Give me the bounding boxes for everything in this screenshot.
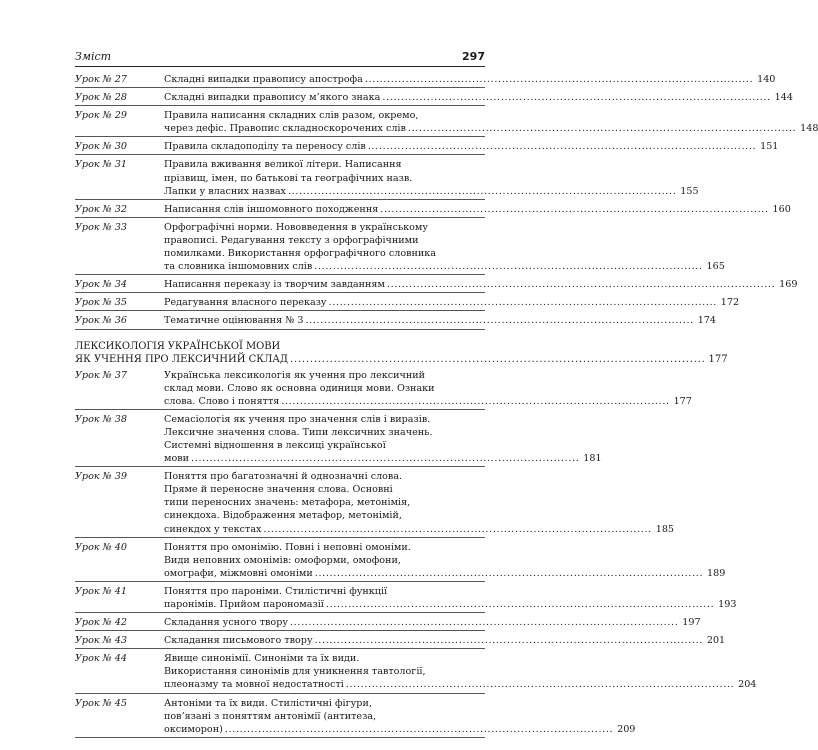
entry-separator [75, 737, 485, 738]
entry-body [164, 652, 756, 691]
entry-title-line: Написання переказу із творчим завданням [164, 279, 385, 291]
entry-title-line: Правила вживання великої літери. Написання [164, 159, 402, 171]
entry-separator [75, 105, 485, 106]
entry-title-line: Використання синонімів для уникнення тавтології, [164, 666, 426, 678]
entry-title-line: слова. Слово і поняття [164, 395, 280, 407]
entry-title-line: Орфографічні норми. Нововведення в українському [164, 221, 429, 233]
leader-dots [408, 122, 795, 135]
entry-last-line [164, 616, 701, 629]
lesson-number: Урок № 45 [75, 697, 127, 709]
entry-last-line [164, 723, 635, 736]
toc-entry [75, 109, 818, 135]
entry-title-line: Складні випадки правопису м’якого знака [164, 92, 381, 104]
entry-title-line: Лапки у власних назвах [164, 185, 286, 197]
entry-separator [75, 466, 485, 467]
lesson-number: Урок № 31 [75, 159, 127, 171]
entry-last-line [164, 395, 692, 408]
entry-body [164, 278, 797, 291]
entry-title-line: Поняття про омонімію. Повні і неповні омоніми. [164, 541, 411, 553]
lesson-number: Урок № 33 [75, 221, 127, 233]
entry-last-line [164, 91, 793, 104]
entry-page-number: 177 [673, 395, 692, 407]
entry-body [164, 369, 692, 408]
toc-entry [75, 73, 776, 86]
lesson-number: Урок № 27 [75, 74, 127, 85]
entry-page-number: 165 [706, 261, 725, 273]
toc-page [75, 50, 818, 735]
section-page: 177 [708, 353, 728, 365]
lesson-number: Урок № 39 [75, 471, 127, 483]
entry-page-number: 151 [760, 141, 779, 153]
running-title: Зміст [75, 50, 112, 63]
entry-separator [75, 693, 485, 694]
entry-body [164, 634, 725, 647]
lesson-number: Урок № 36 [75, 315, 127, 327]
leader-dots [380, 203, 767, 216]
entry-title-line: Пряме й переносне значення слова. Основні [164, 484, 393, 496]
entry-title-line: паронімів. Прийом парономазії [164, 599, 324, 610]
entry-page-number: 185 [655, 523, 675, 535]
entry-last-line [164, 185, 699, 198]
entry-title-line: помилками. Використання орфографічного словника [164, 248, 437, 260]
entry-separator [75, 310, 485, 311]
entry-last-line [164, 260, 725, 273]
section-heading [75, 340, 728, 366]
leader-dots [225, 723, 612, 736]
lesson-number: Урок № 29 [75, 110, 127, 122]
entry-body [164, 697, 635, 736]
entry-body [164, 585, 736, 611]
leader-dots [288, 185, 675, 198]
entry-page-number: 172 [720, 297, 740, 309]
entry-title-line: Семасіологія як учення про значення слів і виразів. [164, 413, 431, 425]
lesson-number: Урок № 40 [75, 541, 127, 553]
entry-last-line [164, 598, 736, 611]
entry-page-number: 160 [772, 203, 791, 215]
page-header [75, 50, 485, 67]
section-line: ЛЕКСИКОЛОГІЯ УКРАЇНСЬКОЇ МОВИ [75, 340, 281, 352]
entry-last-line [164, 314, 716, 327]
entry-last-line [164, 452, 602, 465]
lesson-number: Урок № 34 [75, 279, 127, 291]
toc-entry [75, 158, 699, 197]
toc-entry [75, 697, 636, 736]
entry-body [164, 140, 778, 153]
toc-entry [75, 278, 798, 291]
leader-dots [346, 678, 733, 691]
entry-separator [75, 199, 485, 200]
leader-dots [387, 278, 774, 291]
entry-separator [75, 87, 485, 88]
entry-last-line [164, 678, 756, 691]
toc-entry [75, 652, 757, 691]
entry-separator [75, 274, 485, 275]
leader-dots [305, 314, 692, 327]
entry-title-line: синекдох у текстах [164, 523, 262, 535]
entry-separator [75, 154, 485, 155]
entry-body [164, 221, 725, 273]
entry-page-number: 181 [583, 453, 602, 465]
entry-separator [75, 581, 485, 582]
entry-separator [75, 648, 485, 649]
entry-body [164, 413, 602, 465]
entry-separator [75, 217, 485, 218]
entry-body [164, 91, 793, 104]
lesson-number: Урок № 35 [75, 297, 127, 309]
entry-separator [75, 537, 485, 538]
entry-separator [75, 329, 485, 330]
entry-title-line: плеоназму та мовної недостатності [164, 679, 344, 691]
entry-title-line: Тематичне оцінювання № 3 [164, 315, 304, 327]
toc-entry [75, 203, 791, 216]
leader-dots [382, 91, 769, 104]
entry-title-line: Правила складоподілу та переносу слів [164, 141, 366, 153]
entry-page-number: 140 [757, 74, 776, 85]
leader-dots [281, 395, 668, 408]
entry-last-line [164, 567, 725, 580]
section-last-line [75, 353, 728, 366]
leader-dots [191, 452, 578, 465]
toc-entry [75, 541, 726, 580]
toc-entry [75, 296, 740, 309]
entry-page-number: 169 [779, 279, 798, 291]
lesson-number: Урок № 32 [75, 203, 127, 215]
leader-dots [329, 296, 716, 309]
entry-body [164, 203, 791, 216]
toc-entry [75, 616, 701, 629]
toc-entry [75, 413, 602, 465]
table-of-contents [75, 73, 818, 741]
entry-last-line [164, 296, 739, 309]
entry-title-line: через дефіс. Правопис складноскорочених слів [164, 123, 406, 135]
entry-separator [75, 612, 485, 613]
entry-title-line: типи переносних значень: метафора, метонімія, [164, 497, 411, 509]
toc-list-top [75, 73, 818, 330]
entry-last-line [164, 122, 818, 135]
entry-title-line: Поняття про багатозначні й однозначні слова. [164, 471, 403, 483]
lesson-number: Урок № 42 [75, 617, 127, 629]
entry-title-line: синекдоха. Відображення метафор, метонімій, [164, 510, 402, 522]
entry-last-line [164, 278, 797, 291]
lesson-number: Урок № 41 [75, 585, 127, 597]
leader-dots [314, 260, 701, 273]
toc-entry [75, 369, 692, 408]
toc-entry [75, 470, 675, 535]
entry-last-line [164, 73, 775, 86]
entry-title-line: Українська лексикологія як учення про лексичний [164, 369, 426, 381]
toc-entry [75, 585, 737, 611]
lesson-number: Урок № 28 [75, 92, 127, 104]
entry-body [164, 109, 818, 135]
page-number: 297 [462, 50, 485, 63]
leader-dots [290, 353, 704, 366]
entry-separator [75, 292, 485, 293]
lesson-number: Урок № 30 [75, 141, 127, 153]
entry-page-number: 144 [774, 92, 793, 104]
entry-page-number: 148 [800, 123, 818, 135]
entry-title-line: прізвищ, імен, по батькові та географічних назв. [164, 172, 413, 184]
leader-dots [290, 616, 677, 629]
entry-body [164, 73, 775, 86]
entry-title-line: Антоніми та їх види. Стилістичні фігури, [164, 697, 372, 709]
entry-body [164, 470, 674, 535]
toc-list-bottom [75, 369, 757, 738]
entry-page-number: 193 [718, 599, 737, 610]
entry-title-line: Написання слів іншомовного походження [164, 203, 379, 215]
entry-title-line: Поняття про пароніми. Стилістичні функції [164, 585, 388, 597]
entry-title-line: Правила написання складних слів разом, окремо, [164, 110, 419, 122]
entry-title-line: Види неповних омонімів: омоформи, омофони, [164, 554, 401, 566]
leader-dots [368, 140, 755, 153]
lesson-number: Урок № 37 [75, 369, 127, 381]
entry-title-line: омографи, міжмовні омоніми [164, 567, 313, 579]
entry-title-line: Лексичне значення слова. Типи лексичних значень. [164, 426, 433, 438]
entry-title-line: Складання усного твору [164, 617, 288, 629]
entry-body [164, 314, 716, 327]
entry-title-line: склад мови. Слово як основна одиниця мови. Ознаки [164, 382, 435, 394]
entry-title-line: та словника іншомовних слів [164, 261, 313, 273]
toc-entry [75, 634, 726, 647]
toc-entry [75, 91, 793, 104]
entry-body [164, 296, 739, 309]
toc-entry [75, 221, 725, 273]
entry-body [164, 616, 701, 629]
entry-title-line: Редагування власного переказу [164, 297, 327, 309]
entry-body [164, 158, 699, 197]
entry-title-line: Явище синонімії. Синоніми та їх види. [164, 653, 360, 665]
entry-page-number: 197 [682, 617, 701, 629]
entry-separator [75, 409, 485, 410]
entry-page-number: 201 [706, 635, 726, 647]
entry-last-line [164, 634, 725, 647]
leader-dots [365, 73, 752, 86]
entry-title-line: Складання письмового твору [164, 635, 313, 647]
lesson-number: Урок № 44 [75, 653, 127, 665]
leader-dots [315, 567, 702, 580]
entry-page-number: 174 [697, 315, 716, 327]
section-line: ЯК УЧЕННЯ ПРО ЛЕКСИЧНИЙ СКЛАД [75, 353, 289, 365]
entry-title-line: оксиморон) [164, 723, 223, 735]
toc-entry [75, 314, 716, 327]
lesson-number: Урок № 43 [75, 635, 127, 647]
entry-title-line: правописі. Редагування тексту з орфографічними [164, 234, 419, 246]
lesson-number: Урок № 38 [75, 413, 127, 425]
entry-separator [75, 136, 485, 137]
entry-title-line: Складні випадки правопису апострофа [164, 74, 363, 85]
entry-title-line: Системні відношення в лексиці української [164, 439, 386, 451]
entry-body [164, 541, 725, 580]
entry-title-line: мови [164, 453, 190, 465]
entry-page-number: 209 [617, 723, 636, 735]
entry-page-number: 204 [738, 679, 757, 691]
entry-last-line [164, 203, 791, 216]
entry-title-line: пов’язані з поняттям антонімії (антитеза, [164, 710, 377, 722]
entry-last-line [164, 140, 778, 153]
toc-entry [75, 140, 779, 153]
leader-dots [326, 598, 713, 611]
entry-page-number: 155 [680, 185, 699, 197]
entry-separator [75, 630, 485, 631]
leader-dots [263, 523, 650, 536]
leader-dots [315, 634, 702, 647]
entry-page-number: 189 [707, 567, 726, 579]
entry-last-line [164, 523, 674, 536]
